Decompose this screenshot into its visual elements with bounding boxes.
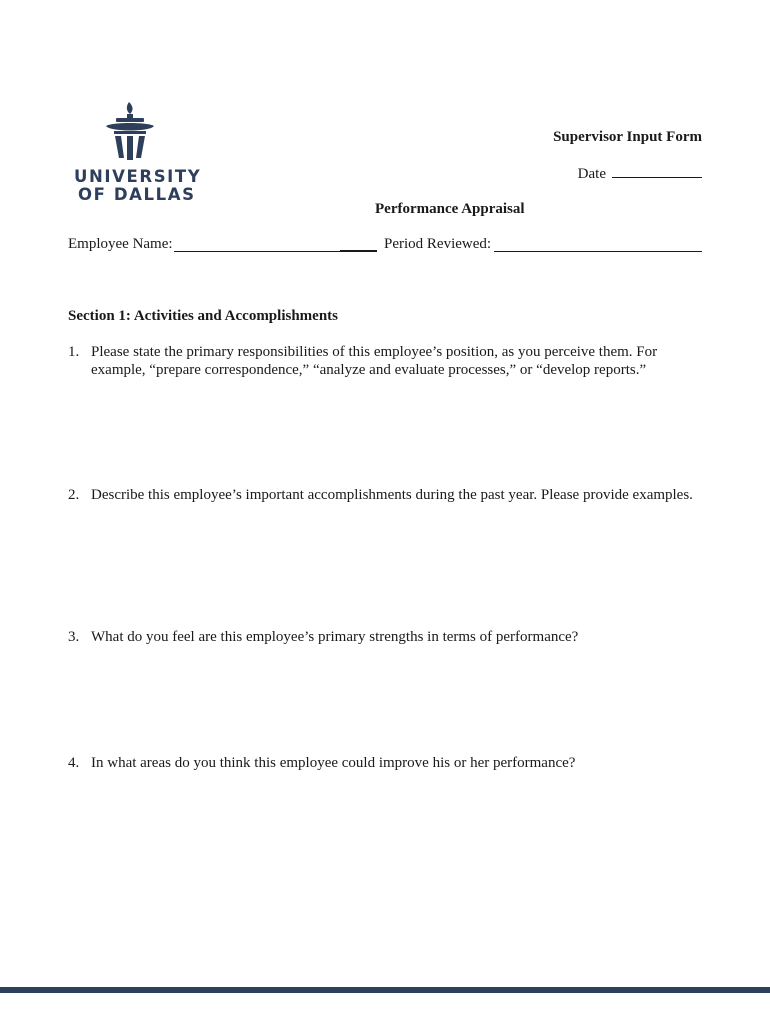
question-number: 3. xyxy=(68,629,80,645)
question-number: 4. xyxy=(68,755,80,771)
footer-bar xyxy=(0,987,770,993)
question-text: Please state the primary responsibilities of this employee’s position, as you perceive them. For example, “prepare correspondence,” “analyze and evaluate processes,” or “develop reports.” xyxy=(91,344,658,378)
period-reviewed-blank[interactable] xyxy=(494,251,702,252)
lantern-icon xyxy=(102,100,158,164)
question-3 xyxy=(68,628,708,648)
logo-text-line1: UNIVERSITY xyxy=(74,167,202,186)
employee-info-row xyxy=(68,236,702,256)
period-reviewed-label: Period Reviewed: xyxy=(384,236,492,252)
employee-name-blank[interactable] xyxy=(174,251,340,252)
question-text: What do you feel are this employee’s primary strengths in terms of performance? xyxy=(91,629,579,645)
employee-name-blank-extension[interactable] xyxy=(340,250,377,252)
question-text: Describe this employee’s important accomplishments during the past year. Please provide examples. xyxy=(91,487,693,503)
appraisal-title: Performance Appraisal xyxy=(375,201,525,217)
date-label: Date xyxy=(577,166,606,182)
question-number: 1. xyxy=(68,344,80,360)
form-title: Supervisor Input Form xyxy=(553,129,702,145)
question-2 xyxy=(68,486,708,506)
date-field[interactable] xyxy=(578,165,702,183)
question-1 xyxy=(68,343,708,383)
university-logo xyxy=(66,100,202,210)
question-text: In what areas do you think this employee could improve his or her performance? xyxy=(91,755,576,771)
question-4 xyxy=(68,754,708,774)
section-heading: Section 1: Activities and Accomplishments xyxy=(68,308,338,324)
date-blank-line[interactable] xyxy=(612,165,702,178)
question-number: 2. xyxy=(68,487,80,503)
employee-name-label: Employee Name: xyxy=(68,236,173,252)
logo-text-line2: OF DALLAS xyxy=(78,185,196,204)
